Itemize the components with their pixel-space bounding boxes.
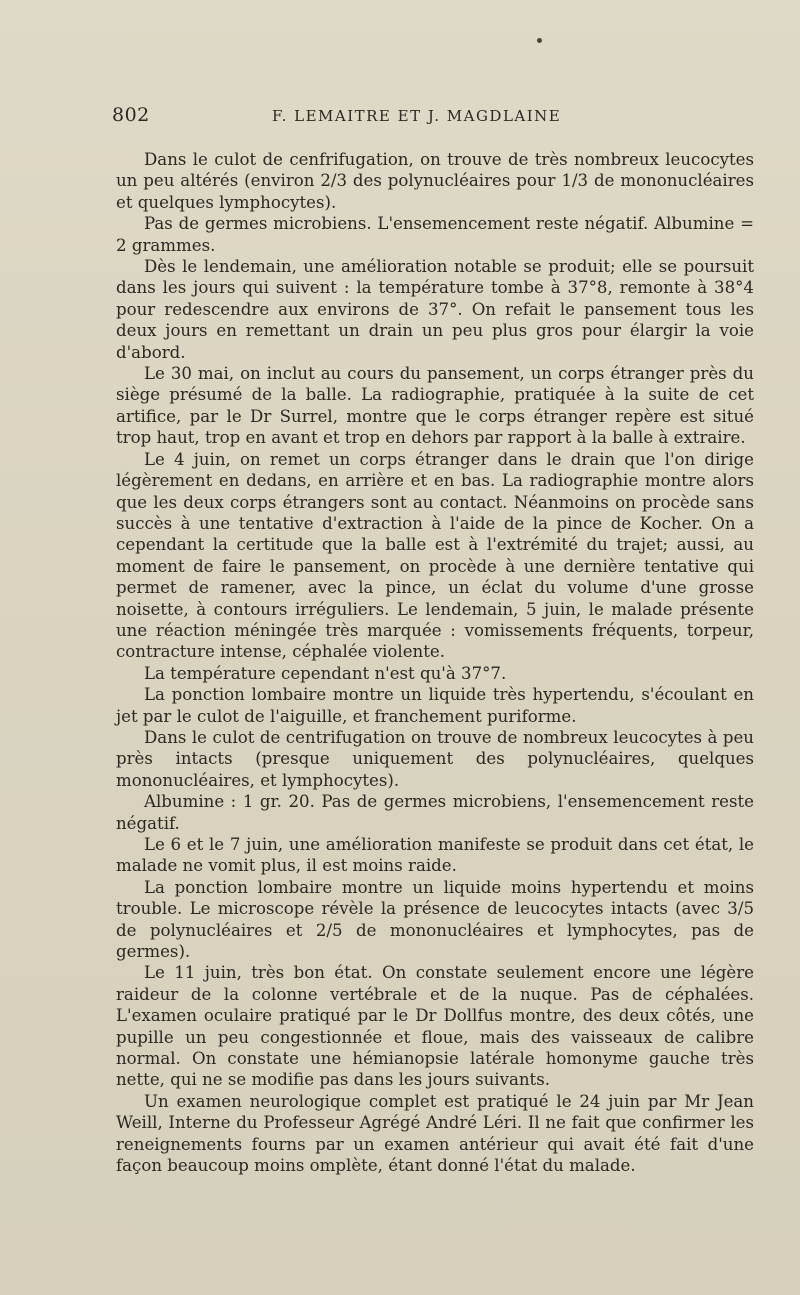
paragraph: Le 30 mai, on inclut au cours du pansement, un corps étranger près du siège présumé de la balle. La radiographie, pratiquée à la suite de cet artifice, par le Dr Surrel, montre que le corps étranger repère est situé trop haut, trop en avant et trop en dehors par rapport à la balle à extraire. <box>116 364 754 448</box>
paragraph: Pas de germes microbiens. L'ensemencement reste négatif. Albumine = 2 grammes. <box>116 214 754 255</box>
running-head: F. LEMAITRE ET J. MAGDLAINE <box>272 107 562 125</box>
paragraph: La ponction lombaire montre un liquide moins hypertendu et moins trouble. Le microscope révèle la présence de leucocytes intacts (avec 3/5 de polynucléaires et 2/5 de mononucléaires et lymphocytes, pas de germes). <box>116 877 754 962</box>
paragraph: Le 6 et le 7 juin, une amélioration manifeste se produit dans cet état, le malade ne vomit plus, il est moins raide. <box>116 835 754 876</box>
page-number: 802 <box>112 104 150 126</box>
paragraph: Le 4 juin, on remet un corps étranger dans le drain que l'on dirige légèrement en dedans, en arrière et en bas. La radiographie montre alors que les deux corps étrangers sont au contact. Néanmoins on procède sans succès à une tentative d'extraction à l'aide de la pince de Kocher. On a cependant la certitude que la balle est à l'extrémité du trajet; aussi, au moment de faire le pansement, on procède à une dernière tentative qui permet de ramener, avec la pince, un éclat du volume d'une grosse noisette, à contours irréguliers. Le lendemain, 5 juin, le malade présente une réaction méningée très marquée : vomissements fréquents, torpeur, contracture intense, céphalée violente. <box>116 449 754 662</box>
paragraph: La ponction lombaire montre un liquide très hypertendu, s'écoulant en jet par le culot de l'aiguille, et franchement puriforme. <box>116 685 754 726</box>
paragraph: Dès le lendemain, une amélioration notable se produit; elle se poursuit dans les jours qui suivent : la température tombe à 37°8, remonte à 38°4 pour redescendre aux environs de 37°. On refait le pansement tous les deux jours en remettant un drain un peu plus gros pour élargir la voie d'abord. <box>116 257 754 362</box>
paragraph: La température cependant n'est qu'à 37°7. <box>144 663 507 683</box>
paragraph: Un examen neurologique complet est pratiqué le 24 juin par Mr Jean Weill, Interne du Professeur Agrégé André Léri. Il ne fait que confirmer les reneignements fourns par un examen antérieur qui avait été fait d'une façon beaucoup moins omplète, étant donné l'état du malade. <box>116 1091 754 1176</box>
page-header <box>112 104 752 134</box>
ink-speck <box>537 38 542 43</box>
paragraph: Dans le culot de cenfrifugation, on trouve de très nombreux leucocytes un peu altérés (environ 2/3 des polynucléaires pour 1/3 de mononucléaires et quelques lymphocytes). <box>116 150 754 212</box>
paragraph: Dans le culot de centrifugation on trouve de nombreux leucocytes à peu près intacts (presque uniquement des polynucléaires, quelques mononucléaires, et lymphocytes). <box>116 727 754 790</box>
body-text <box>116 149 754 1177</box>
paragraph: Albumine : 1 gr. 20. Pas de germes microbiens, l'ensemencement reste négatif. <box>116 792 754 833</box>
paragraph: Le 11 juin, très bon état. On constate seulement encore une légère raideur de la colonne vertébrale et de la nuque. Pas de céphalées. L'examen oculaire pratiqué par le Dr Dollfus montre, des deux côtés, une pupille un peu congestionnée et floue, mais des vaisseaux de calibre normal. On constate une hémianopsie latérale homonyme gauche très nette, qui ne se modifie pas dans les jours suivants. <box>116 963 754 1090</box>
